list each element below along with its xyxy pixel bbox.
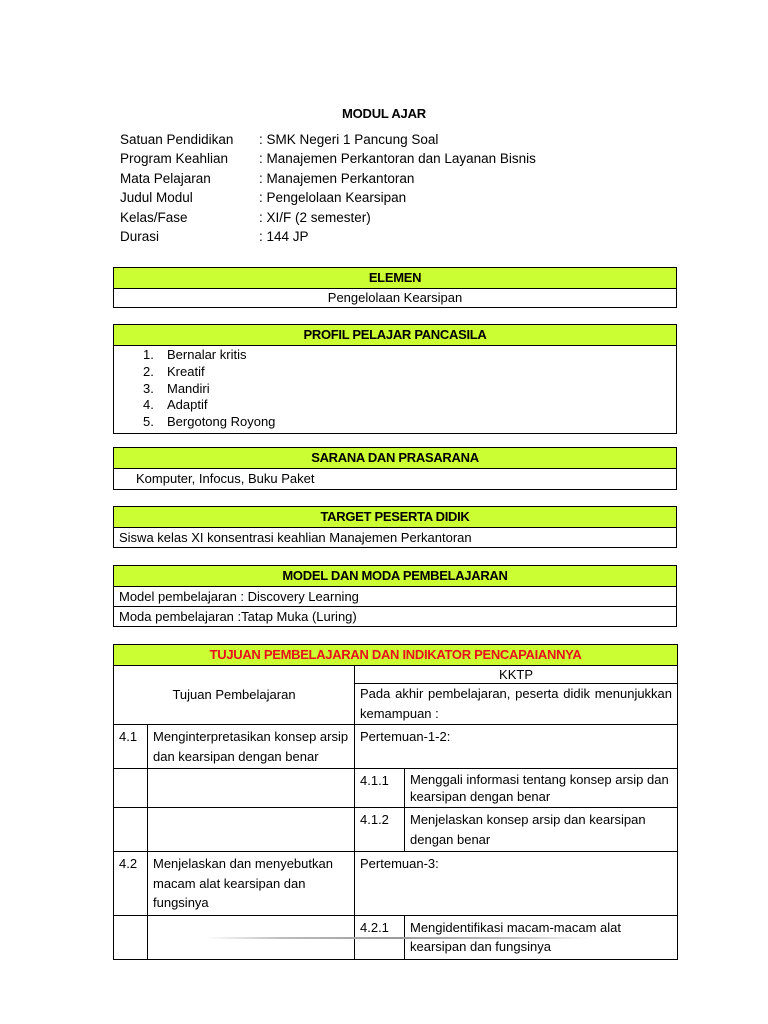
info-value: : Manajemen Perkantoran (259, 170, 415, 186)
info-value: : SMK Negeri 1 Pancung Soal (259, 132, 439, 147)
empty-cell (114, 769, 148, 808)
list-number: 3. (143, 380, 154, 396)
info-label: Satuan Pendidikan (120, 132, 234, 147)
target-header: TARGET PESERTA DIDIK (114, 507, 676, 528)
info-label: Mata Pelajaran (120, 170, 211, 186)
indicator-text: Menggali informasi tentang konsep arsip dan kearsipan dengan benar (405, 769, 678, 808)
info-label: Judul Modul (120, 190, 193, 206)
moda-line: Moda pembelajaran :Tatap Muka (Luring) (119, 609, 357, 624)
info-label: Program Keahlian (120, 151, 229, 167)
list-number: 2. (143, 363, 154, 379)
sarana-section (113, 447, 677, 490)
list-item (143, 363, 676, 381)
info-value: : Manajemen Perkantoran dan Layanan Bisnis (259, 151, 536, 167)
tp-text: Menjelaskan dan menyebutkan macam alat kearsipan dan fungsinya (148, 852, 355, 916)
profil-section (113, 324, 677, 434)
kktp-intro: Pada akhir pembelajaran, peserta didik menunjukkan kemampuan : (355, 684, 678, 725)
list-item (143, 380, 676, 398)
column-header-tp: Tujuan Pembelajaran (114, 666, 355, 725)
table-row (114, 645, 678, 666)
table-row (114, 808, 678, 852)
empty-cell (148, 808, 355, 852)
list-text: Bernalar kritis (167, 347, 247, 362)
model-line: Model pembelajaran : Discovery Learning (119, 589, 359, 604)
empty-cell (114, 808, 148, 852)
elemen-value: Pengelolaan Kearsipan (327, 290, 463, 305)
table-row (114, 666, 678, 684)
sarana-header: SARANA DAN PRASARANA (114, 448, 676, 469)
profil-header: PROFIL PELAJAR PANCASILA (114, 325, 676, 346)
list-text: Mandiri (167, 380, 210, 396)
indicator-number: 4.1.2 (355, 808, 405, 852)
info-value: : 144 JP (259, 228, 309, 244)
sarana-value: Komputer, Infocus, Buku Paket (136, 471, 315, 486)
indicator-number: 4.1.1 (355, 769, 405, 808)
target-value: Siswa kelas XI konsentrasi keahlian Manajemen Perkantoran (119, 530, 472, 545)
model-section (113, 565, 677, 627)
elemen-section (113, 267, 677, 308)
meeting-label: Pertemuan-3: (355, 852, 678, 916)
model-header: MODEL DAN MODA PEMBELAJARAN (114, 566, 676, 587)
info-value: : XI/F (2 semester) (259, 209, 371, 225)
tujuan-section (113, 644, 677, 960)
table-row (114, 725, 678, 769)
info-label: Kelas/Fase (120, 209, 188, 225)
elemen-header: ELEMEN (114, 268, 676, 289)
list-item (143, 347, 676, 364)
empty-cell (114, 915, 148, 959)
tp-number: 4.1 (114, 725, 148, 769)
table-row (114, 769, 678, 808)
empty-cell (148, 769, 355, 808)
list-number: 5. (143, 414, 154, 430)
info-value: : Pengelolaan Kearsipan (259, 190, 407, 206)
list-text: Bergotong Royong (167, 414, 276, 430)
tp-number: 4.2 (114, 852, 148, 916)
column-header-kktp: KKTP (355, 666, 678, 684)
profil-list (114, 346, 676, 433)
tp-text: Menginterpretasikan konsep arsip dan kearsipan dengan benar (148, 725, 355, 769)
page-bottom-divider (205, 937, 590, 939)
list-number: 4. (143, 397, 154, 413)
list-text: Adaptif (167, 397, 208, 413)
list-item (143, 414, 676, 431)
list-item (143, 397, 676, 414)
tujuan-table (113, 644, 678, 960)
list-text: Kreatif (167, 363, 205, 379)
info-label: Durasi (120, 228, 160, 244)
indicator-number: 4.2.1 (355, 915, 405, 959)
indicator-text: Menjelaskan konsep arsip dan kearsipan dengan benar (405, 808, 678, 852)
indicator-text: Mengidentifikasi macam-macam alat kearsipan dan fungsinya (405, 915, 678, 959)
table-row (114, 852, 678, 916)
page-title: MODUL AJAR (342, 106, 426, 121)
list-number: 1. (143, 347, 154, 362)
tujuan-header: TUJUAN PEMBELAJARAN DAN INDIKATOR PENCAPAIANNYA (114, 645, 678, 666)
meeting-label: Pertemuan-1-2: (355, 725, 678, 769)
target-section (113, 506, 677, 548)
